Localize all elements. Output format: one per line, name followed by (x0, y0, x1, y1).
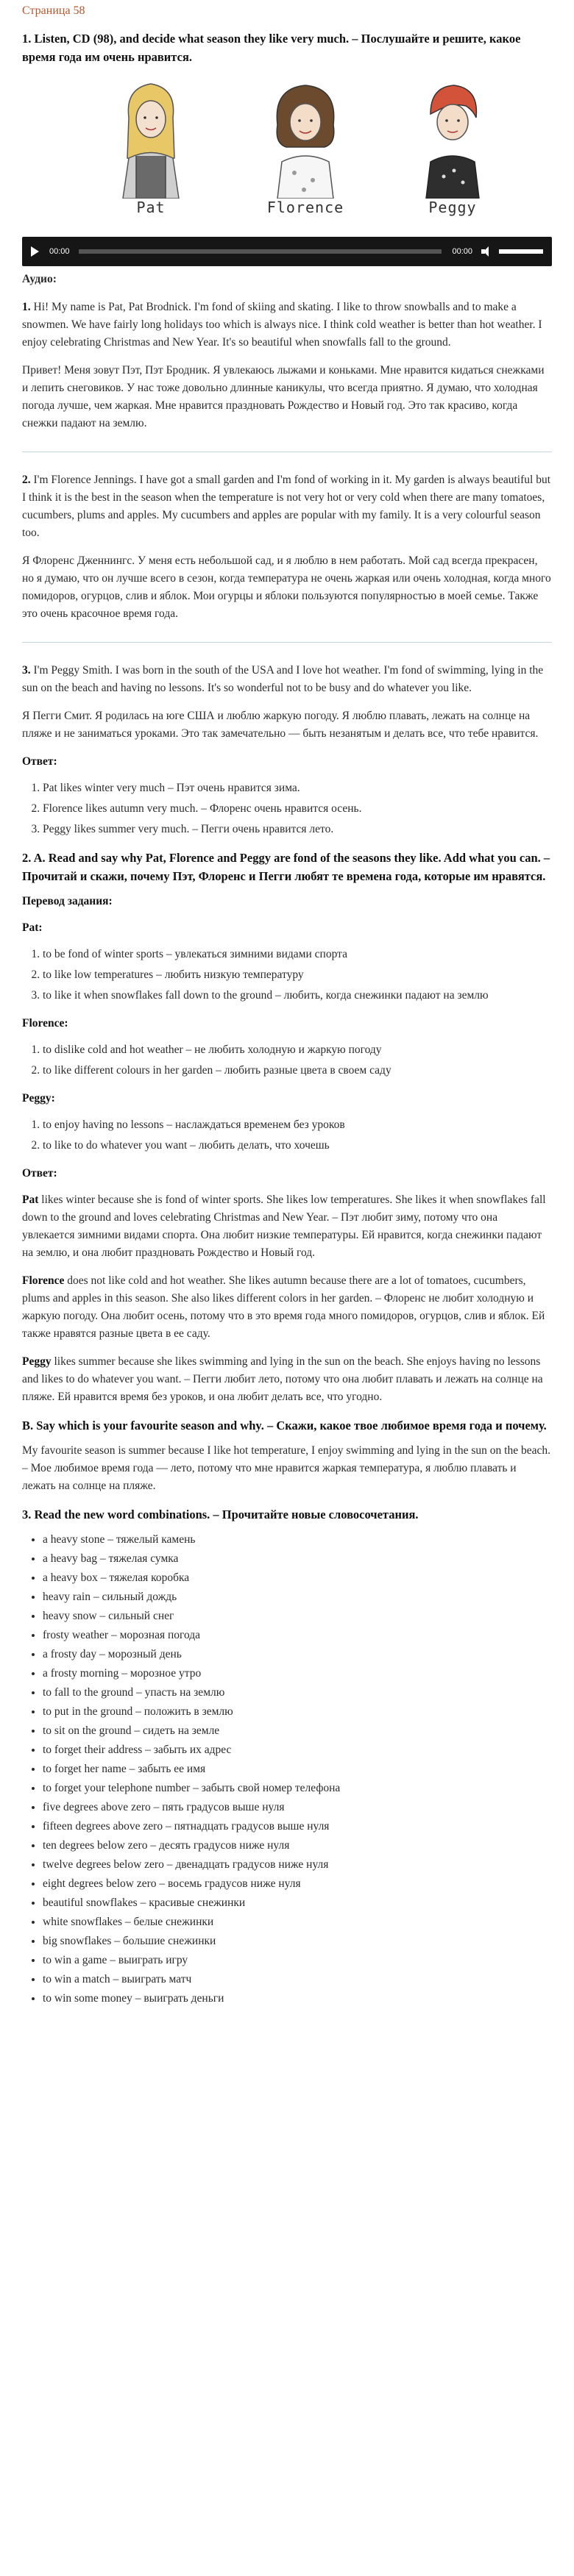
text-3-ru: Я Пегги Смит. Я родилась на юге США и люблю жаркую погоду. Я люблю плавать, лежать на солнце на пляже и не заниматься уроками. Это так замечательно — быть незанятым и делать все, что тебе нравится. (22, 710, 539, 740)
pat-answer (22, 1191, 552, 1262)
florence-list (22, 1041, 552, 1080)
list-item: • a frosty morning – морозное утро (43, 1665, 552, 1683)
text-2-number: 2. (22, 474, 31, 486)
exercise-1-title: 1. Listen, CD (98), and decide what season they like very much. – Послушайте и решите, какое время года им очень нравится. (22, 32, 521, 64)
list-item: 2. to like low temperatures – любить низкую температуру (43, 966, 552, 984)
peggy-answer-name: Peggy (22, 1355, 52, 1368)
peggy-list (22, 1116, 552, 1155)
list-item: 2. to like different colours in her garden – любить разные цвета в своем саду (43, 1062, 552, 1080)
exercise-2b-title: B. Say which is your favourite season and why. – Скажи, какое твое любимое время года и почему. (22, 1419, 547, 1433)
florence-answer (22, 1272, 552, 1343)
list-item: • heavy rain – сильный дождь (43, 1588, 552, 1606)
pat-caption: Pat (136, 199, 166, 216)
florence-answer-name: Florence (22, 1274, 65, 1287)
list-item: 3. Peggy likes summer very much. – Пегги очень нравится лето. (43, 821, 552, 838)
word-combinations-list (22, 1531, 552, 2008)
text-3-en (22, 662, 552, 697)
list-item: • beautiful snowflakes – красивые снежинки (43, 1894, 552, 1912)
list-item: • a heavy bag – тяжелая сумка (43, 1550, 552, 1568)
characters-illustration (22, 74, 552, 228)
list-item: • to forget your telephone number – забыть свой номер телефона (43, 1780, 552, 1797)
ex2-answer-label: Ответ: (22, 1167, 57, 1180)
list-item: • to sit on the ground – сидеть на земле (43, 1722, 552, 1740)
volume-slider[interactable] (499, 249, 543, 254)
list-item: • a heavy box – тяжелая коробка (43, 1569, 552, 1587)
text-3-number: 3. (22, 664, 31, 677)
list-item: • a heavy stone – тяжелый камень (43, 1531, 552, 1549)
peggy-answer (22, 1353, 552, 1406)
pat-label: Pat: (22, 921, 43, 934)
list-item: 1. Pat likes winter very much – Пэт очень нравится зима. (43, 779, 552, 797)
pat-drawing (107, 74, 195, 199)
peggy-figure (390, 74, 515, 228)
florence-drawing (261, 74, 350, 199)
list-item: • to put in the ground – положить в землю (43, 1703, 552, 1721)
page-number: Страница 58 (22, 4, 85, 17)
list-item: • heavy snow – сильный снег (43, 1608, 552, 1625)
list-item: • to fall to the ground – упасть на землю (43, 1684, 552, 1702)
audio-label: Аудио: (22, 273, 57, 285)
audio-player (22, 237, 552, 266)
florence-caption: Florence (266, 199, 344, 216)
list-item: • to forget her name – забыть ее имя (43, 1760, 552, 1778)
pat-answer-name: Pat (22, 1194, 39, 1206)
text-3-en-body: I'm Peggy Smith. I was born in the south of the USA and I love hot weather. I'm fond of swimming, lying in the sun on the beach and having no lessons. It's so wonderful not to be busy and do whatever you like. (22, 664, 544, 694)
list-item: • fifteen degrees above zero – пятнадцать градусов выше нуля (43, 1818, 552, 1835)
divider (22, 642, 552, 643)
exercise-2b-answer: My favourite season is summer because I like hot temperature, I enjoy swimming and lying in the sun on the beach. – Мое любимое время года — лето, потому что мне нравится жаркая температура, я люблю плавать и лежать на солнце на пляже. (22, 1444, 550, 1492)
list-item: • five degrees above zero – пять градусов выше нуля (43, 1799, 552, 1816)
pat-figure (88, 74, 213, 228)
volume-icon[interactable] (481, 246, 492, 257)
list-item: • a frosty day – морозный день (43, 1646, 552, 1663)
list-item: • to win a game – выиграть игру (43, 1952, 552, 1969)
list-item: • to forget their address – забыть их адрес (43, 1741, 552, 1759)
florence-answer-text: does not like cold and hot weather. She likes autumn because there are a lot of tomatoes, cucumbers, plums and apples in this season. She also likes different colors in her garden. – Флоренс не любит холодную и жаркую погоду. Она любит осень, потому что в это время года много помидоров, огурцов, слив и яблок. Ей также нравятся разные цвета в ее саду. (22, 1274, 545, 1340)
list-item: 2. Florence likes autumn very much. – Флоренс очень нравится осень. (43, 800, 552, 818)
florence-label: Florence: (22, 1017, 68, 1030)
list-item: • ten degrees below zero – десять градусов ниже нуля (43, 1837, 552, 1855)
list-item: 3. to like it when snowflakes fall down to the ground – любить, когда снежинки падают на землю (43, 987, 552, 1005)
peggy-answer-text: likes summer because she likes swimming and lying in the sun on the beach. She enjoys having no lessons and likes to do whatever you want. – Пегги любит лето, потому что она любит плавать и лежать на солнце на пляже. Ей нравится время без уроков, и она любит делать все, что угодно. (22, 1355, 543, 1403)
text-2-en (22, 471, 552, 542)
florence-figure (243, 74, 368, 228)
list-item: • frosty weather – морозная погода (43, 1627, 552, 1644)
list-item: • twelve degrees below zero – двенадцать градусов ниже нуля (43, 1856, 552, 1874)
list-item: • white snowflakes – белые снежинки (43, 1913, 552, 1931)
pat-list (22, 946, 552, 1005)
list-item: • to win some money – выиграть деньги (43, 1990, 552, 2008)
text-2-ru: Я Флоренс Дженнингс. У меня есть небольшой сад, и я люблю в нем работать. Мой сад всегда прекрасен, но я думаю, что он лучше всего в сезон, когда температура не очень жаркая или очень холодная, когда много помидоров, огурцов, слив и яблок. Мои огурцы и яблоки пользуются популярностью в моей семье. Также это очень красочное время года. (22, 554, 551, 620)
translation-label: Перевод задания: (22, 895, 113, 907)
play-icon[interactable] (31, 246, 39, 257)
text-2-en-body: I'm Florence Jennings. I have got a small garden and I'm fond of working in it. My garden is always beautiful but I think it is the best in the season when the temperature is not very hot or very cold when there are many tomatoes, cucumbers, plums and apples. My cucumbers and apples are popular with my family. It is a very colourful season too. (22, 474, 550, 539)
text-1-en (22, 299, 552, 352)
duration: 00:00 (452, 247, 472, 256)
list-item: • eight degrees below zero – восемь градусов ниже нуля (43, 1875, 552, 1893)
list-item: 2. to like to do whatever you want – любить делать, что хочешь (43, 1137, 552, 1155)
pat-answer-text: likes winter because she is fond of winter sports. She likes low temperatures. She likes it when snowflakes fall down to the ground and loves celebrating Christmas and New Year. – Пэт любит зиму, потому что она увлекается зимними видами спорта. Она любит низкие температуры. Ей нравится, когда снежинки падают на землю, и она любит праздновать Рождество и Новый год. (22, 1194, 546, 1259)
text-1-en-body: Hi! My name is Pat, Pat Brodnick. I'm fond of skiing and skating. I like to throw snowballs and to make a snowmen. We have fairly long holidays too which is always nice. I think cold weather is better than hot weather. I enjoy celebrating Christmas and New Year. It's so beautiful when snowfalls fall to the ground. (22, 301, 542, 349)
text-1-ru: Привет! Меня зовут Пэт, Пэт Бродник. Я увлекаюсь лыжами и коньками. Мне нравится кидаться снежками и лепить снеговиков. У нас тоже довольно длинные каникулы, что всегда приятно. Я думаю, что холодная погода лучше, чем жаркая. Мне нравится праздновать Рождество и Новый год. Это так красиво, когда снежки падают на землю. (22, 364, 545, 429)
peggy-caption: Peggy (428, 199, 477, 216)
list-item: • to win a match – выиграть матч (43, 1971, 552, 1988)
peggy-label: Peggy: (22, 1092, 55, 1105)
exercise-2-title: 2. A. Read and say why Pat, Florence and Peggy are fond of the seasons they like. Add what you can. – Прочитай и скажи, почему Пэт, Флоренс и Пегги любят те времена года, которые им нравятся. (22, 851, 550, 883)
list-item: 1. to enjoy having no lessons – наслаждаться временем без уроков (43, 1116, 552, 1134)
list-item: 1. to be fond of winter sports – увлекаться зимними видами спорта (43, 946, 552, 963)
peggy-drawing (408, 74, 497, 199)
exercise-3-title: 3. Read the new word combinations. – Прочитайте новые словосочетания. (22, 1508, 419, 1521)
ex1-answers-list (22, 779, 552, 838)
list-item: • big snowflakes – большие снежинки (43, 1933, 552, 1950)
progress-track[interactable] (79, 249, 442, 254)
text-1-number: 1. (22, 301, 31, 313)
current-time: 00:00 (49, 247, 70, 256)
ex1-answer-label: Ответ: (22, 755, 57, 768)
list-item: 1. to dislike cold and hot weather – не любить холодную и жаркую погоду (43, 1041, 552, 1059)
